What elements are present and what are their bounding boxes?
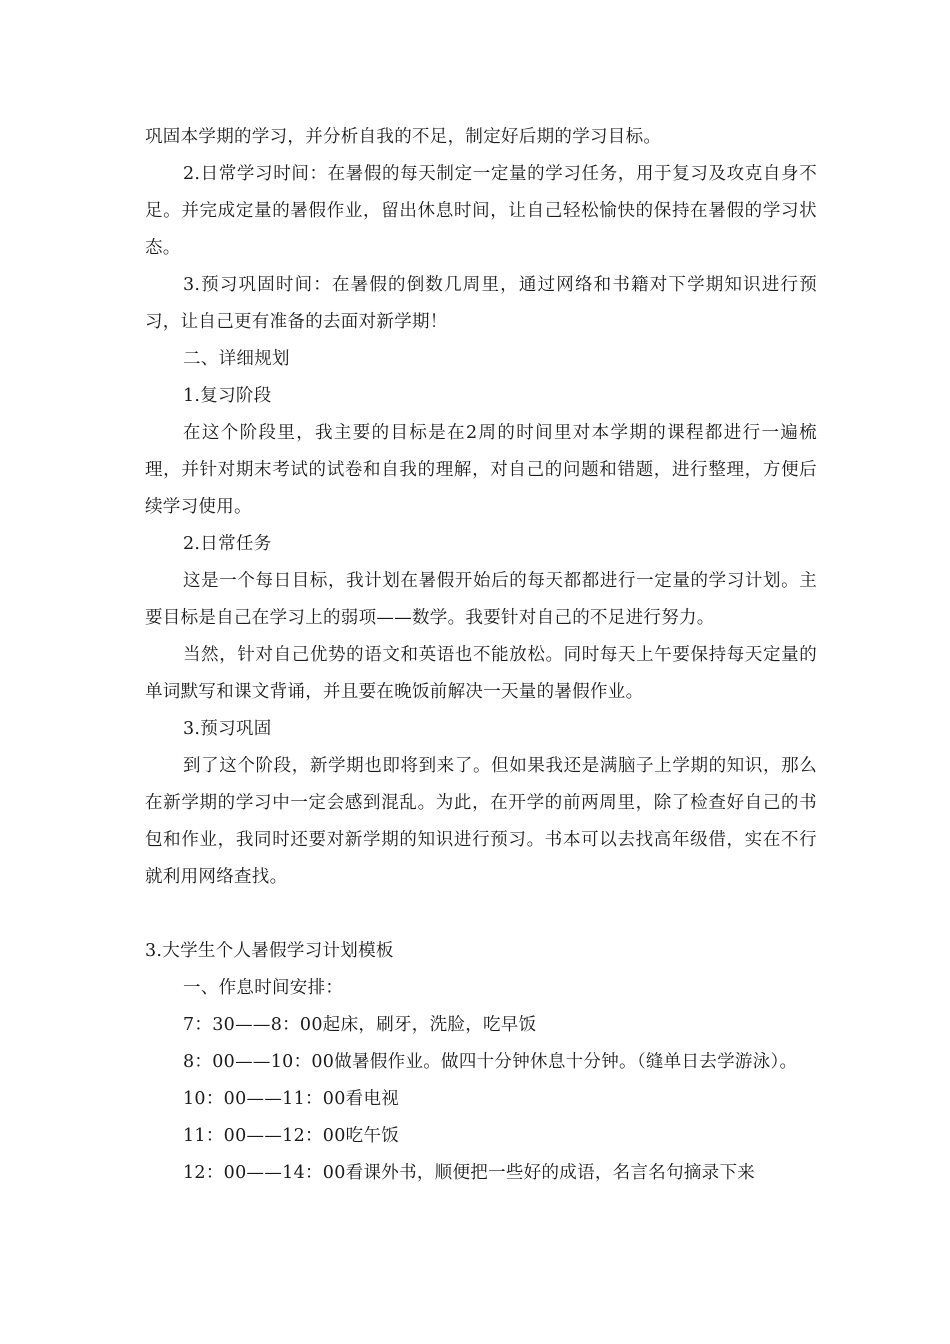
paragraph: 2.日常学习时间：在暑假的每天制定一定量的学习任务，用于复习及攻克自身不足。并完成定量的暑假作业，留出休息时间，让自己轻松愉快的保持在暑假的学习状态。 [145,164,817,258]
document-body [145,119,817,1192]
paragraph: 当然，针对自己优势的语文和英语也不能放松。同时每天上午要保持每天定量的单词默写和课文背诵，并且要在晚饭前解决一天量的暑假作业。 [145,645,817,702]
paragraph: 到了这个阶段，新学期也即将到来了。但如果我还是满脑子上学期的知识，那么在新学期的学习中一定会感到混乱。为此，在开学的前两周里，除了检查好自己的书包和作业，我同时还要对新学期的知识进行预习。书本可以去找高年级借，实在不行就利用网络查找。 [145,756,817,887]
blank-line [145,896,817,933]
schedule-item: 10：00——11：00看电视 [183,1089,400,1109]
section-title: 3.大学生个人暑假学习计划模板 [145,941,394,961]
schedule-item: 7：30——8：00起床，刷牙，洗脸，吃早饭 [183,1015,537,1035]
paragraph: 这是一个每日目标，我计划在暑假开始后的每天都都进行一定量的学习计划。主要目标是自己在学习上的弱项——数学。我要针对自己的不足进行努力。 [145,571,817,628]
schedule-item: 11：00——12：00吃午饭 [183,1126,400,1146]
paragraph: 3.预习巩固时间：在暑假的倒数几周里，通过网络和书籍对下学期知识进行预习，让自己更有准备的去面对新学期！ [145,275,817,332]
schedule-item: 12：00——14：00看课外书，顺便把一些好的成语，名言名句摘录下来 [183,1163,756,1183]
section-heading: 一、作息时间安排： [183,978,344,998]
subsection-heading: 2.日常任务 [183,534,272,554]
paragraph: 在这个阶段里，我主要的目标是在2周的时间里对本学期的课程都进行一遍梳理，并针对期末考试的试卷和自我的理解，对自己的问题和错题，进行整理，方便后续学习使用。 [145,423,817,517]
subsection-heading: 3.预习巩固 [183,719,272,739]
schedule-item: 8：00——10：00做暑假作业。做四十分钟休息十分钟。（缝单日去学游泳）。 [183,1052,798,1072]
subsection-heading: 1.复习阶段 [183,386,272,406]
section-heading: 二、详细规划 [183,349,290,369]
paragraph: 巩固本学期的学习，并分析自我的不足，制定好后期的学习目标。 [145,127,662,147]
